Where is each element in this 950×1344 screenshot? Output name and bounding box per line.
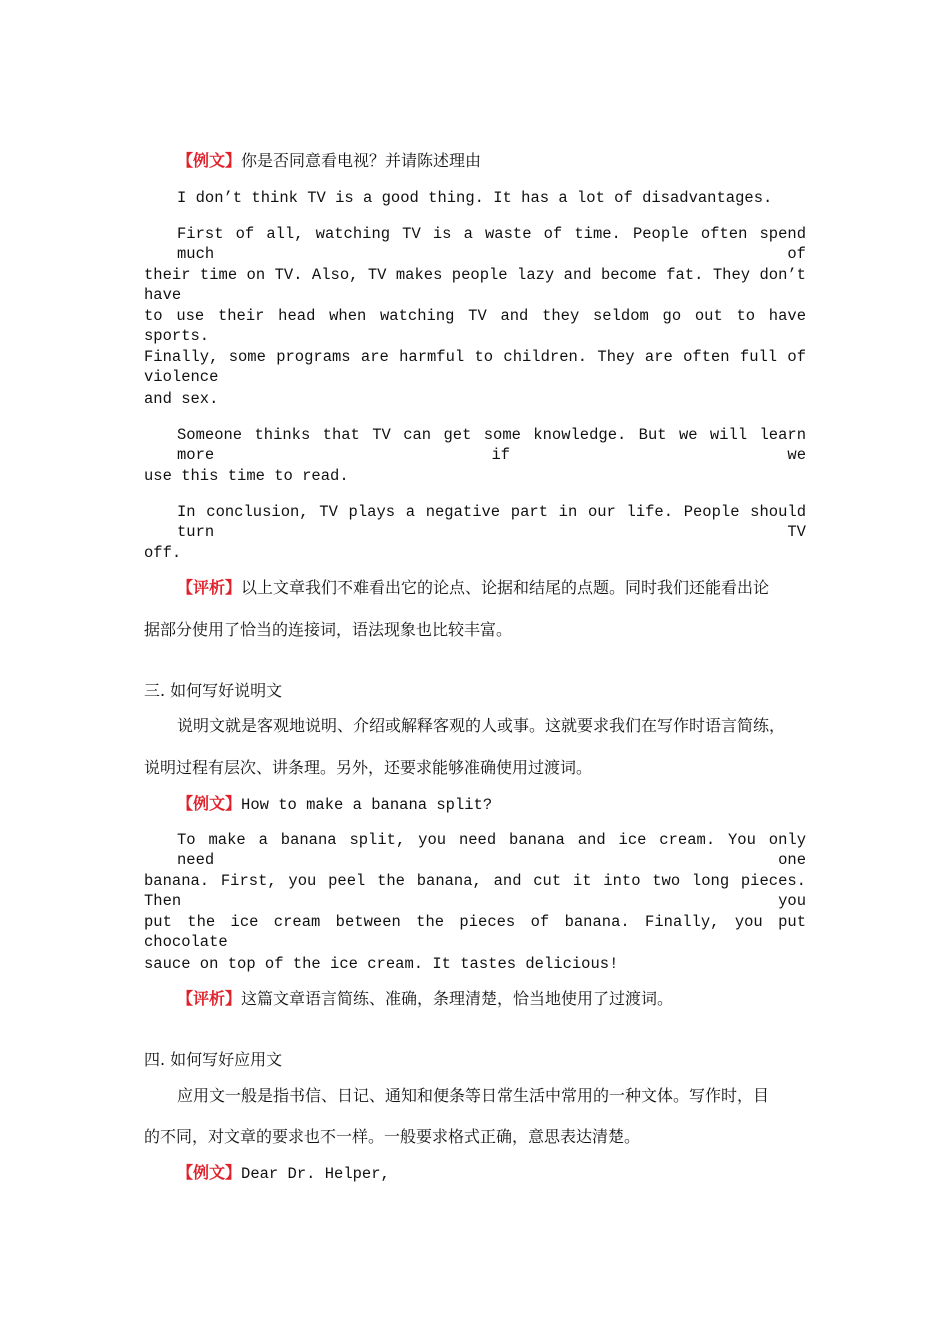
essay-line: First of all, watching TV is a waste of time. People often spend much of [177, 225, 806, 263]
section-intro: 应用文一般是指书信、日记、通知和便条等日常生活中常用的一种文体。写作时，目 [177, 1086, 770, 1105]
essay-line: banana. First, you peel the banana, and cut it into two long pieces. Then you [144, 872, 806, 910]
example-title: Dear Dr. Helper, [241, 1165, 390, 1183]
essay-line: To make a banana split, you need banana and ice cream. You only need one [177, 831, 806, 869]
example-heading-banana [177, 794, 492, 815]
example-tag: 【例文】 [177, 1163, 242, 1182]
section-intro: 说明文就是客观地说明、介绍或解释客观的人或事。这就要求我们在写作时语言简练， [177, 716, 786, 735]
essay-line: to use their head when watching TV and they seldom go out to have sports. [144, 307, 806, 345]
analysis-tag: 【评析】 [177, 989, 242, 1008]
essay-line: put the ice cream between the pieces of banana. Finally, you put chocolate [144, 913, 806, 951]
example-heading-tv [177, 151, 481, 171]
essay-line: sauce on top of the ice cream. It tastes delicious! [144, 955, 619, 973]
essay-line: In conclusion, TV plays a negative part in our life. People should turn TV [177, 503, 806, 541]
analysis-tag: 【评析】 [177, 578, 242, 597]
essay-line: use this time to read. [144, 467, 349, 485]
section-heading: 三. 如何写好说明文 [144, 681, 283, 700]
essay-line: Finally, some programs are harmful to children. They are often full of violence [144, 348, 806, 386]
section-intro: 的不同，对文章的要求也不一样。一般要求格式正确，意思表达清楚。 [144, 1127, 641, 1146]
example-prompt: 你是否同意看电视？并请陈述理由 [241, 151, 482, 170]
section-intro: 说明过程有层次、讲条理。另外，还要求能够准确使用过渡词。 [144, 758, 593, 777]
essay-line: and sex. [144, 390, 219, 408]
example-title: How to make a banana split? [241, 796, 493, 814]
essay-line: I don’t think TV is a good thing. It has a lot of disadvantages. [177, 189, 773, 207]
analysis-line: 据部分使用了恰当的连接词，语法现象也比较丰富。 [144, 620, 513, 639]
section-heading: 四. 如何写好应用文 [144, 1050, 283, 1069]
analysis-line: 【评析】以上文章我们不难看出它的论点、论据和结尾的点题。同时我们还能看出论 [177, 578, 770, 597]
analysis-line: 【评析】这篇文章语言简练、准确，条理清楚，恰当地使用了过渡词。 [177, 989, 674, 1008]
essay-line: off. [144, 544, 182, 562]
example-tag: 【例文】 [177, 794, 242, 813]
essay-line: Someone thinks that TV can get some knowledge. But we will learn more if we [177, 426, 806, 464]
essay-line: their time on TV. Also, TV makes people lazy and become fat. They don’t have [144, 266, 806, 304]
example-tag: 【例文】 [177, 151, 242, 170]
example-heading-letter [177, 1163, 390, 1184]
